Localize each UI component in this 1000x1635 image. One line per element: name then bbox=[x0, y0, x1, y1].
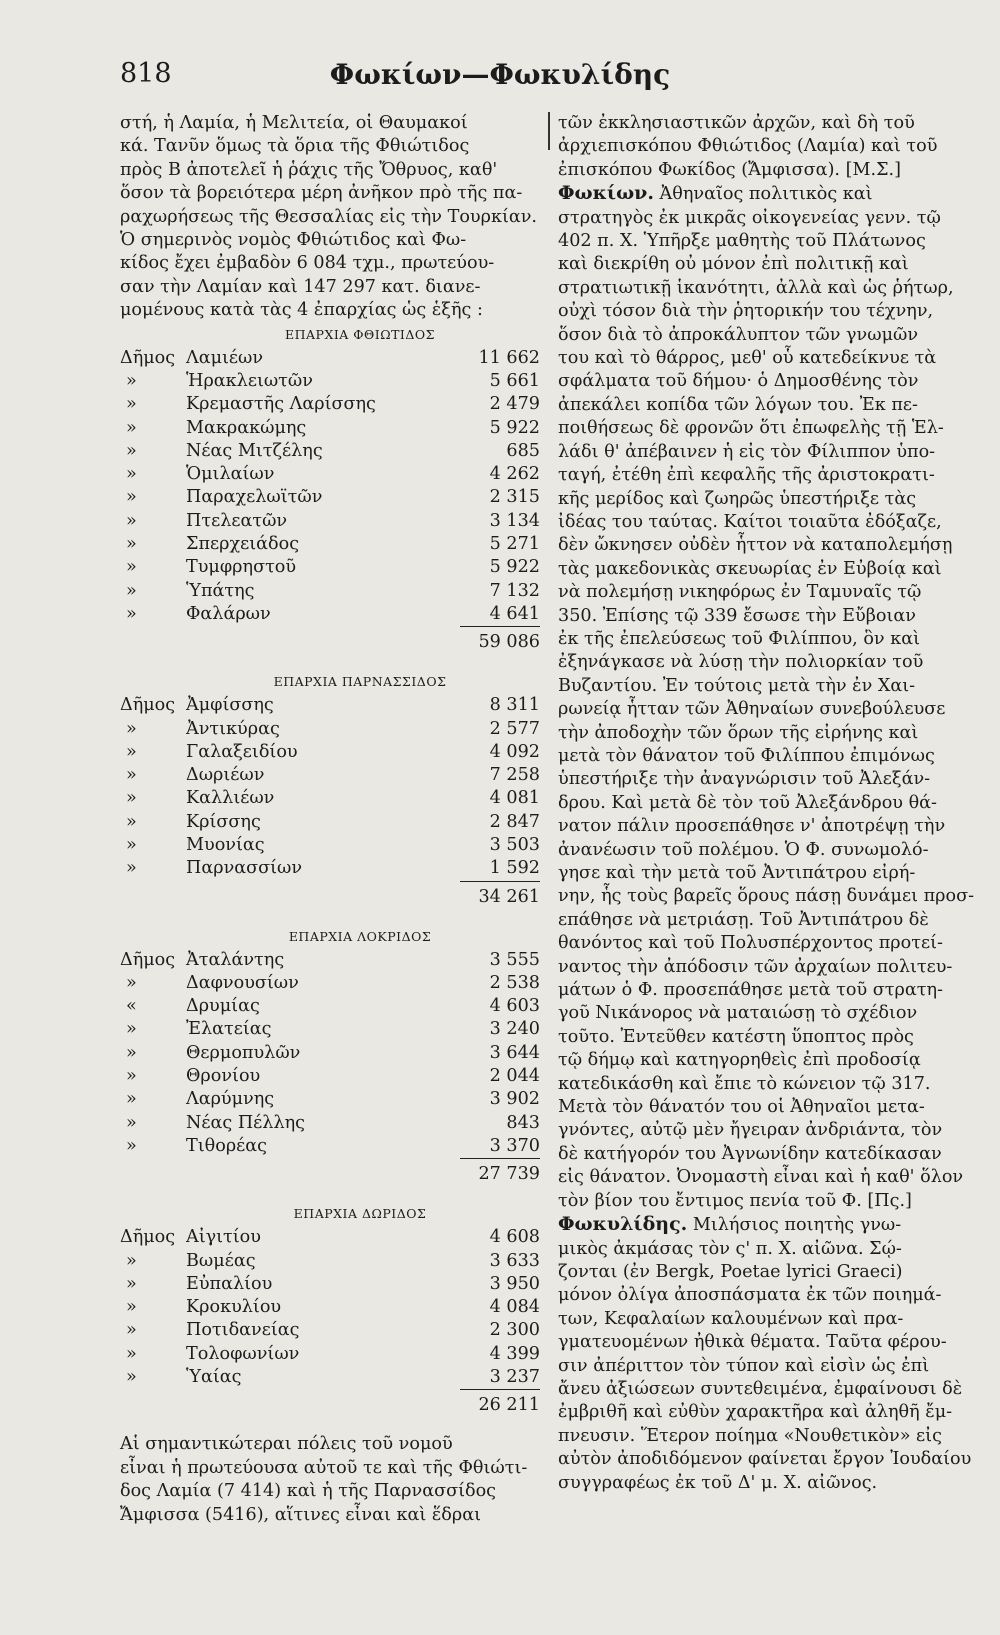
row-prefix: » bbox=[126, 370, 137, 391]
text-line: ρωνείᾳ ἧτταν τῶν Ἀθηναίων συνεβούλευσε bbox=[558, 699, 946, 720]
table-row bbox=[120, 603, 540, 626]
municipality-table bbox=[120, 1226, 540, 1389]
text-line: γοῦ Νικάνορος νὰ ματαιώσῃ τὸ σχέδιον bbox=[558, 1003, 918, 1024]
table-row bbox=[120, 741, 540, 764]
population-value: 4 399 bbox=[489, 1343, 540, 1364]
municipality-name: Παραχελωϊτῶν bbox=[186, 487, 323, 508]
province-heading: ΕΠΑΡΧΙΑ ΔΩΡΙΔΟΣ bbox=[293, 1206, 427, 1222]
municipality-name: Ποτιδανείας bbox=[186, 1320, 300, 1341]
cities-paragraph bbox=[120, 1433, 540, 1527]
text-line: στρατιωτικῇ ἱκανότητι, ἀλλὰ καὶ ὡς ῥήτωρ, bbox=[558, 277, 954, 298]
row-prefix: » bbox=[126, 835, 137, 855]
text-line: μάτων ὁ Φ. προσεπάθησε μετὰ τοῦ στρατη- bbox=[558, 980, 943, 1001]
text-line: τὴν ἀποδοχὴν τῶν ὅρων τῆς εἰρήνης καὶ bbox=[558, 722, 919, 743]
population-value: 843 bbox=[506, 1112, 540, 1133]
running-title: Φωκίων—Φωκυλίδης bbox=[329, 58, 671, 91]
province-section bbox=[120, 1202, 540, 1433]
text-line: ὅσον διὰ τὸ ἀπροκάλυπτον τῶν γνωμῶν bbox=[558, 324, 919, 345]
row-prefix: » bbox=[126, 1320, 137, 1341]
text-line: μόνον ὀλίγα ἀποσπάσματα ἐκ τῶν ποιημά- bbox=[558, 1285, 942, 1306]
text-line: γματευομένων ἠθικὰ θέματα. Ταῦτα φέρου- bbox=[558, 1332, 947, 1353]
text-line: τῶν ἐκκλησιαστικῶν ἀρχῶν, καὶ δὴ τοῦ bbox=[558, 113, 915, 133]
text-line: ἀπεκάλει κοπίδα τῶν λόγων του. Ἐκ πε- bbox=[558, 394, 918, 415]
row-prefix: » bbox=[126, 811, 137, 832]
row-prefix: » bbox=[126, 1042, 137, 1063]
text-line: τῷ δήμῳ καὶ κατηγορηθεὶς ἐπὶ προδοσίᾳ bbox=[558, 1050, 921, 1071]
text-line: τοῦτο. Ἐντεῦθεν κατέστη ὕποπτος πρὸς bbox=[558, 1026, 914, 1047]
text-line: δρου. Καὶ μετὰ δὲ τὸν τοῦ Ἀλεξάνδρου θά- bbox=[558, 792, 938, 813]
text-line: λάδι θ' ἀπέβαινεν ἡ εἰς τὸν Φίλιππον ὑπο- bbox=[558, 441, 936, 462]
municipality-name: Νέας Μιτζέλης bbox=[186, 440, 323, 461]
table-row bbox=[120, 995, 540, 1018]
population-value: 2 479 bbox=[489, 394, 540, 415]
text-line: ἄνευ ἀξιώσεων συντεθειμένα, ἐμφαίνουσι δὲ bbox=[558, 1378, 963, 1399]
population-value: 3 950 bbox=[489, 1273, 540, 1294]
population-value: 2 315 bbox=[489, 487, 540, 508]
entry-phokylides bbox=[558, 1213, 972, 1495]
municipality-table bbox=[120, 694, 540, 880]
row-prefix: » bbox=[126, 580, 137, 601]
row-prefix: Δῆμος bbox=[120, 347, 176, 368]
text-line: στή, ἡ Λαμία, ἡ Μελιτεία, οἱ Θαυμακοί bbox=[120, 113, 468, 133]
population-value: 685 bbox=[506, 440, 540, 461]
municipality-table bbox=[120, 949, 540, 1159]
row-prefix: » bbox=[126, 1297, 137, 1318]
municipality-name: Ἡρακλειωτῶν bbox=[186, 370, 313, 391]
row-prefix: » bbox=[126, 487, 137, 508]
table-row bbox=[120, 1135, 540, 1158]
text-line: συγγραφέως ἐκ τοῦ Δ' μ. Χ. αἰῶνος. bbox=[558, 1472, 878, 1493]
municipality-name: Θερμοπυλῶν bbox=[186, 1042, 301, 1063]
intro-paragraph bbox=[120, 112, 540, 323]
population-value: 5 661 bbox=[489, 370, 540, 391]
total-row bbox=[120, 881, 540, 911]
text-line: Βυζαντίου. Ἐν τούτοις μετὰ τὴν ἐν Χαι- bbox=[558, 675, 916, 696]
municipality-name: Τιθορέας bbox=[186, 1135, 268, 1156]
table-row bbox=[120, 787, 540, 810]
population-value: 3 370 bbox=[489, 1135, 540, 1156]
table-row bbox=[120, 417, 540, 440]
population-value: 3 902 bbox=[489, 1089, 540, 1110]
text-line: γνόντες, αὐτῷ μὲν ἤγειραν ἀνδριάντα, τὸν bbox=[558, 1120, 943, 1141]
continued-paragraph bbox=[558, 112, 968, 182]
municipality-name: Ὑαίας bbox=[186, 1367, 242, 1388]
text-line: Ὁ σημερινὸς νομὸς Φθιώτιδος καὶ Φω- bbox=[120, 230, 467, 251]
municipality-name: Δαφνουσίων bbox=[186, 972, 299, 993]
text-line: δος Λαμία (7 414) καὶ ἡ τῆς Παρνασσίδος bbox=[120, 1481, 497, 1502]
population-value: 1 592 bbox=[489, 858, 540, 879]
table-row bbox=[120, 510, 540, 533]
table-row bbox=[120, 1343, 540, 1366]
entry-lemma: Φωκυλίδης. bbox=[558, 1213, 688, 1236]
text-line: κῆς μερίδος καὶ ζωηρῶς ὑπεστήριξε τὰς bbox=[558, 488, 917, 509]
table-row bbox=[120, 764, 540, 787]
row-prefix: » bbox=[126, 788, 137, 809]
row-prefix: Δῆμος bbox=[120, 1227, 176, 1248]
text-line: δὲ κατήγορόν του Ἀγνωνίδην κατεδίκασαν bbox=[558, 1143, 942, 1164]
right-column bbox=[558, 112, 975, 1495]
text-line: κίδος ἔχει ἐμβαδὸν 6 084 τχμ., πρωτεύου- bbox=[120, 253, 495, 274]
municipality-name: Κροκυλίου bbox=[186, 1297, 282, 1318]
municipality-name: Ἀταλάντης bbox=[186, 949, 285, 970]
row-prefix: » bbox=[126, 1135, 137, 1156]
municipality-name: Τολοφωνίων bbox=[186, 1343, 300, 1364]
municipality-name: Μυονίας bbox=[186, 835, 265, 855]
municipality-name: Παρνασσίων bbox=[186, 858, 303, 879]
text-line: οὐχὶ τόσον διὰ τὴν ῥητορικήν του τέχνην, bbox=[558, 301, 934, 322]
population-value: 3 503 bbox=[489, 835, 540, 855]
row-prefix: » bbox=[126, 1343, 137, 1364]
municipality-name: Λαμιέων bbox=[186, 347, 264, 368]
province-total: 34 261 bbox=[460, 881, 540, 911]
municipality-name: Ἀντικύρας bbox=[186, 718, 280, 739]
province-tables bbox=[120, 323, 540, 1434]
text-line: των, Κεφαλαίων καλουμένων καὶ πρα- bbox=[558, 1308, 904, 1329]
row-prefix: » bbox=[126, 972, 137, 993]
row-prefix: » bbox=[126, 394, 137, 415]
table-row bbox=[120, 949, 540, 972]
table-row bbox=[120, 1250, 540, 1273]
population-value: 5 271 bbox=[489, 534, 540, 555]
row-prefix: » bbox=[126, 1367, 137, 1388]
text-line: πρὸς Β ἀποτελεῖ ἡ ῥάχις τῆς Ὄθρυος, καθ' bbox=[120, 159, 498, 180]
table-row bbox=[120, 694, 540, 717]
table-row bbox=[120, 580, 540, 603]
table-row bbox=[120, 370, 540, 393]
table-row bbox=[120, 347, 540, 370]
row-prefix: » bbox=[126, 417, 137, 438]
province-section bbox=[120, 323, 540, 671]
text-line: ναντος τὴν ἀπόδοσιν τῶν ἀρχαίων πολιτευ- bbox=[558, 956, 953, 977]
municipality-name: Δωριέων bbox=[186, 765, 265, 786]
population-value: 11 662 bbox=[478, 347, 540, 368]
table-row bbox=[120, 1042, 540, 1065]
page-header bbox=[0, 50, 1000, 110]
population-value: 5 922 bbox=[489, 557, 540, 578]
text-line: εἶναι ἡ πρωτεύουσα αὐτοῦ τε καὶ τῆς Φθιώτι- bbox=[120, 1457, 528, 1478]
text-line: θανόντος καὶ τοῦ Πολυσπέρχοντος προτεί- bbox=[558, 933, 943, 954]
text-line: ἀρχιεπισκόπου Φθιώτιδος (Λαμία) καὶ τοῦ bbox=[558, 136, 938, 157]
table-row bbox=[120, 1018, 540, 1041]
text-line: πνευσιν. Ἕτερον ποίημα «Νουθετικὸν» εἰς bbox=[558, 1425, 942, 1446]
population-value: 7 258 bbox=[489, 765, 540, 786]
text-line: μομένους κατὰ τὰς 4 ἐπαρχίας ὡς ἑξῆς : bbox=[120, 300, 483, 321]
municipality-name: Θρονίου bbox=[186, 1066, 261, 1087]
text-line: σαν τὴν Λαμίαν καὶ 147 297 κατ. διανε- bbox=[120, 276, 481, 297]
row-prefix: » bbox=[126, 741, 137, 762]
text-line: ὅσον τὰ βορειότερα μέρη ἀνῆκον πρὸ τῆς πα- bbox=[120, 183, 523, 204]
row-prefix: » bbox=[126, 1112, 137, 1133]
text-line: δὲν ὤκνησεν οὐδὲν ἧττον νὰ καταπολεμήσῃ bbox=[558, 535, 953, 556]
population-value: 3 644 bbox=[489, 1042, 540, 1063]
text-line: ἰδέας του ταύτας. Καίτοι τοιαῦτα ἐδόξαζε, bbox=[558, 511, 942, 532]
text-line: σφάλματα τοῦ δήμου· ὁ Δημοσθένης τὸν bbox=[558, 371, 919, 392]
text-line: μετὰ τὸν θάνατον τοῦ Φιλίππου ἐπιμόνως bbox=[558, 745, 935, 766]
text-line: νατον πάλιν προσεπάθησε ν' ἀποτρέψῃ τὴν bbox=[558, 816, 946, 837]
table-row bbox=[120, 834, 540, 857]
municipality-name: Αἰγιτίου bbox=[186, 1227, 261, 1248]
population-value: 3 237 bbox=[489, 1367, 540, 1388]
row-prefix: » bbox=[126, 510, 137, 531]
row-prefix: » bbox=[126, 1066, 137, 1087]
row-prefix: » bbox=[126, 534, 137, 555]
row-prefix: » bbox=[126, 1273, 137, 1294]
population-value: 2 577 bbox=[489, 718, 540, 739]
total-row bbox=[120, 1158, 540, 1188]
text-line: ταγή, ἐτέθη ἐπὶ κεφαλῆς τῆς ἀριστοκρατι- bbox=[558, 465, 935, 486]
table-row bbox=[120, 486, 540, 509]
table-row bbox=[120, 1226, 540, 1249]
table-row bbox=[120, 1112, 540, 1135]
column-rule bbox=[548, 112, 550, 150]
municipality-name: Νέας Πέλλης bbox=[186, 1112, 305, 1133]
text-line: ὑπεστήριξε τὴν ἀναγνώρισιν τοῦ Ἀλεξάν- bbox=[558, 769, 931, 790]
table-row bbox=[120, 463, 540, 486]
text-line: τὰς μακεδονικὰς σκευωρίας ἐν Εὐβοίᾳ καὶ bbox=[558, 558, 942, 579]
municipality-name: Εὐπαλίου bbox=[186, 1273, 273, 1294]
text-line: ραχωρήσεως τῆς Θεσσαλίας εἰς τὴν Τουρκίαν. bbox=[120, 206, 538, 227]
population-value: 4 608 bbox=[489, 1227, 540, 1248]
text-line: κατεδικάσθη καὶ ἔπιε τὸ κώνειον τῷ 317. bbox=[558, 1073, 931, 1094]
table-row bbox=[120, 1319, 540, 1342]
municipality-name: Δρυμίας bbox=[186, 996, 260, 1017]
municipality-name: Γαλαξειδίου bbox=[186, 741, 298, 762]
province-heading: ΕΠΑΡΧΙΑ ΠΑΡΝΑΣΣΙΔΟΣ bbox=[273, 674, 447, 690]
province-section bbox=[120, 670, 540, 924]
left-column bbox=[120, 112, 540, 1527]
table-row bbox=[120, 1366, 540, 1389]
population-value: 3 134 bbox=[489, 510, 540, 531]
row-prefix: » bbox=[126, 1019, 137, 1040]
table-row bbox=[120, 857, 540, 880]
population-value: 4 084 bbox=[489, 1297, 540, 1318]
text-line: εἰς θάνατον. Ὀνομαστὴ εἶναι καὶ ἡ καθ' ὅλον bbox=[558, 1167, 964, 1188]
population-value: 3 633 bbox=[489, 1250, 540, 1271]
population-value: 2 847 bbox=[489, 811, 540, 832]
text-line: γησε καὶ τὴν μετὰ τοῦ Ἀντιπάτρου εἰρή- bbox=[558, 863, 916, 883]
text-line: ἐπισκόπου Φωκίδος (Ἄμφισσα). [Μ.Σ.] bbox=[558, 159, 901, 180]
population-value: 4 641 bbox=[489, 603, 540, 624]
row-prefix: Δῆμος bbox=[120, 695, 176, 716]
text-line: στρατηγὸς ἐκ μικρᾶς οἰκογενείας γενν. τῷ bbox=[558, 207, 941, 228]
text-line: του καὶ τὸ θάρρος, μεθ' οὗ κατεδείκνυε τὰ bbox=[558, 348, 937, 369]
table-row bbox=[120, 1065, 540, 1088]
province-total: 27 739 bbox=[460, 1158, 540, 1188]
row-prefix: « bbox=[126, 996, 137, 1017]
page-number: 818 bbox=[120, 58, 172, 89]
row-prefix: Δῆμος bbox=[120, 949, 176, 970]
province-heading: ΕΠΑΡΧΙΑ ΦΘΙΩΤΙΔΟΣ bbox=[285, 326, 435, 342]
table-row bbox=[120, 972, 540, 995]
total-row bbox=[120, 626, 540, 656]
municipality-name: Κρίσσης bbox=[186, 811, 261, 832]
population-value: 4 092 bbox=[489, 741, 540, 762]
text-line: ἀνανέωσιν τοῦ πολέμου. Ὁ Φ. συνωμολό- bbox=[558, 839, 929, 860]
province-heading: ΕΠΑΡΧΙΑ ΛΟΚΡΙΔΟΣ bbox=[288, 928, 432, 944]
row-prefix: » bbox=[126, 440, 137, 461]
text-line: ποιθήσεως δὲ φρονῶν ὅτι ἐπωφελὴς τῇ Ἑλ- bbox=[558, 418, 944, 439]
text-line: 402 π. Χ. Ὑπῆρξε μαθητὴς τοῦ Πλάτωνος bbox=[558, 231, 926, 252]
row-prefix: » bbox=[126, 603, 137, 624]
population-value: 2 044 bbox=[489, 1066, 540, 1087]
municipality-name: Σπερχειάδος bbox=[186, 534, 300, 555]
text-line: ἐμβριθῆ καὶ εὐθὺν χαρακτῆρα καὶ ἀληθῆ ἔμ- bbox=[558, 1402, 953, 1423]
text-line: καὶ διεκρίθη οὐ μόνον ἐπὶ πολιτικῇ καὶ bbox=[558, 254, 909, 275]
population-value: 4 262 bbox=[489, 464, 540, 485]
row-prefix: » bbox=[126, 718, 137, 739]
population-value: 8 311 bbox=[489, 695, 540, 716]
population-value: 2 300 bbox=[489, 1320, 540, 1341]
text-line: αὐτὸν ἀποδιδόμενον φαίνεται ἔργον Ἰουδαίου bbox=[558, 1449, 972, 1470]
entry-lemma: Φωκίων. bbox=[558, 182, 654, 205]
population-value: 3 555 bbox=[489, 949, 540, 970]
text-line: 350. Ἐπίσης τῷ 339 ἔσωσε τὴν Εὔβοιαν bbox=[558, 605, 916, 626]
municipality-name: Ἀμφίσσης bbox=[186, 695, 274, 716]
province-total: 59 086 bbox=[460, 626, 540, 656]
municipality-name: Πτελεατῶν bbox=[186, 510, 288, 531]
entry-first-line: Φωκίων. Ἀθηναῖος πολιτικὸς καὶ bbox=[558, 182, 873, 205]
text-line: κά. Τανῦν ὅμως τὰ ὅρια τῆς Φθιώτιδος bbox=[120, 136, 470, 157]
table-row bbox=[120, 811, 540, 834]
row-prefix: » bbox=[126, 464, 137, 485]
text-line: Μετὰ τὸν θάνατόν του οἱ Ἀθηναῖοι μετα- bbox=[558, 1097, 925, 1118]
text-line: Ἄμφισσα (5416), αἵτινες εἶναι καὶ ἕδραι bbox=[120, 1504, 482, 1525]
text-line: τὸν βίον του ἔντιμος πενία τοῦ Φ. [Πς.] bbox=[558, 1190, 912, 1211]
municipality-name: Μακρακώμης bbox=[186, 417, 307, 438]
population-value: 4 603 bbox=[489, 996, 540, 1017]
table-row bbox=[120, 533, 540, 556]
table-row bbox=[120, 556, 540, 579]
table-row bbox=[120, 393, 540, 416]
municipality-name: Βωμέας bbox=[186, 1250, 256, 1271]
entry-phokion bbox=[558, 182, 975, 1213]
table-row bbox=[120, 440, 540, 463]
population-value: 4 081 bbox=[489, 788, 540, 809]
population-value: 2 538 bbox=[489, 972, 540, 993]
municipality-name: Τυμφρηστοῦ bbox=[186, 557, 297, 578]
population-value: 5 922 bbox=[489, 417, 540, 438]
row-prefix: » bbox=[126, 1089, 137, 1110]
text-line: σιν ἀπέριττον τὸν τύπον καὶ εἰσὶν ὡς ἐπὶ bbox=[558, 1355, 930, 1376]
municipality-name: Φαλάρων bbox=[186, 603, 271, 624]
text-line: ἐξηνάγκασε νὰ λύσῃ τὴν πολιορκίαν τοῦ bbox=[558, 652, 924, 673]
province-section bbox=[120, 925, 540, 1203]
row-prefix: » bbox=[126, 765, 137, 786]
table-row bbox=[120, 718, 540, 741]
text-line: μικὸς ἀκμάσας τὸν ς' π. Χ. αἰῶνα. Σῴ- bbox=[558, 1238, 902, 1259]
row-prefix: » bbox=[126, 1250, 137, 1271]
municipality-name: Ἐλατείας bbox=[186, 1019, 272, 1040]
row-prefix: » bbox=[126, 858, 137, 879]
text-line: ζονται (ἐν Bergk, Poetae lyrici Graeci) bbox=[558, 1261, 903, 1282]
text-line: επάθησε νὰ μετριάσῃ. Τοῦ Ἀντιπάτρου δὲ bbox=[558, 909, 929, 930]
population-value: 3 240 bbox=[489, 1019, 540, 1040]
table-row bbox=[120, 1088, 540, 1111]
population-value: 7 132 bbox=[489, 580, 540, 601]
municipality-name: Λαρύμνης bbox=[186, 1089, 275, 1110]
text-line: νὰ πολεμήσῃ νικηφόρως ἐν Ταμυναῖς τῷ bbox=[558, 582, 922, 603]
province-total: 26 211 bbox=[460, 1389, 540, 1419]
table-row bbox=[120, 1273, 540, 1296]
municipality-name: Καλλιέων bbox=[186, 788, 275, 809]
table-row bbox=[120, 1296, 540, 1319]
municipality-name: Κρεμαστῆς Λαρίσσης bbox=[186, 394, 376, 415]
total-row bbox=[120, 1389, 540, 1419]
municipality-table bbox=[120, 347, 540, 627]
row-prefix: » bbox=[126, 557, 137, 578]
text-line: ἐκ τῆς ἐπελεύσεως τοῦ Φιλίππου, ὃν καὶ bbox=[558, 628, 920, 649]
municipality-name: Ὑπάτης bbox=[186, 580, 255, 601]
entry-first-line: Φωκυλίδης. Μιλήσιος ποιητὴς γνω- bbox=[558, 1213, 902, 1236]
municipality-name: Ὁμιλαίων bbox=[186, 464, 275, 485]
text-line: νην, ἧς τοὺς βαρεῖς ὅρους πάσῃ δυνάμει προσ- bbox=[558, 886, 975, 907]
text-line: Αἱ σημαντικώτεραι πόλεις τοῦ νομοῦ bbox=[120, 1434, 453, 1455]
